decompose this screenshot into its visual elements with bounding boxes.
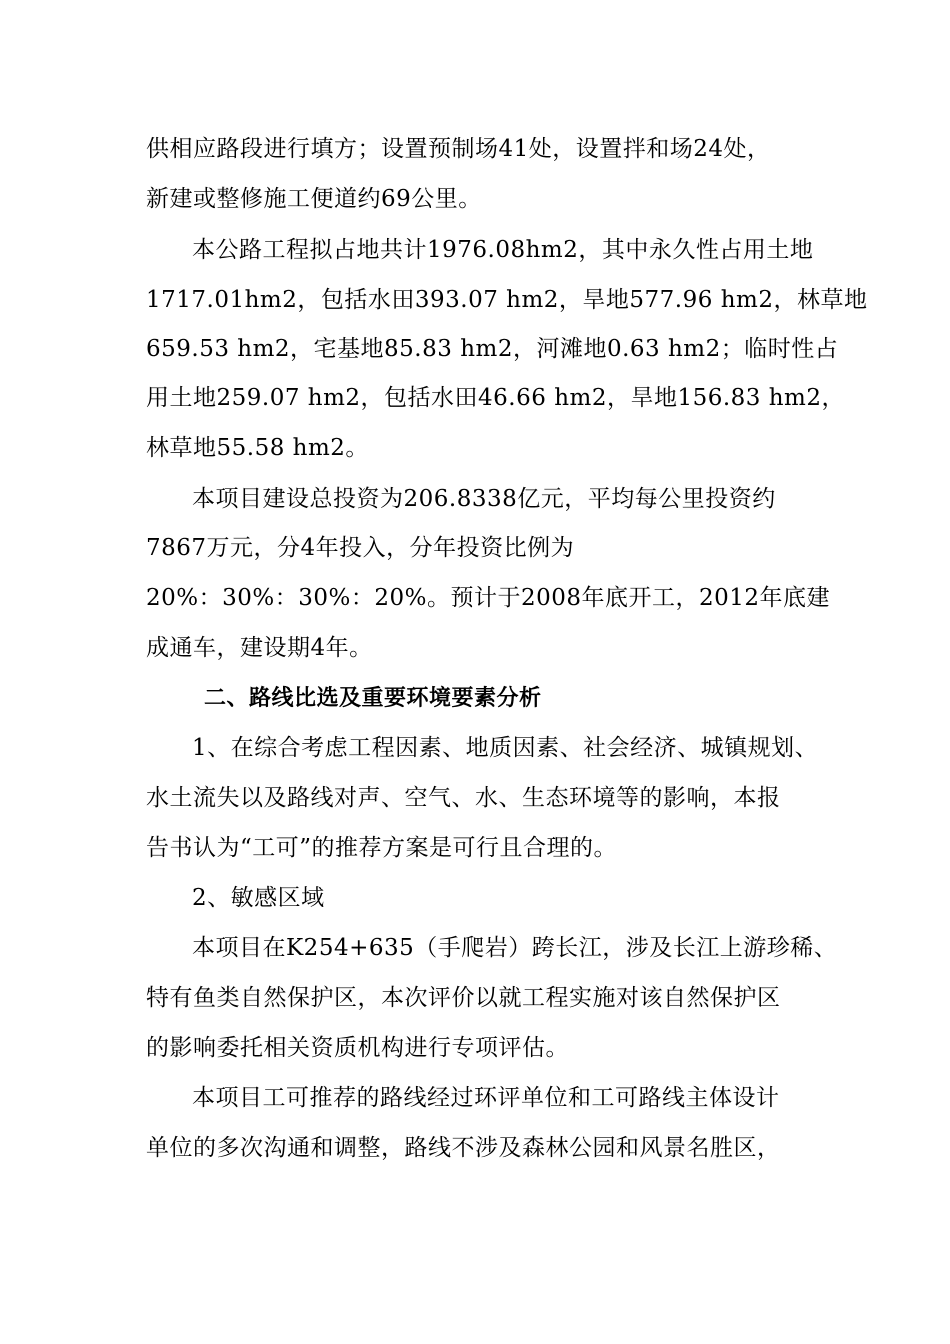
item-1-line-2: 水土流失以及路线对声、空气、水、生态环境等的影响，本报 (146, 785, 781, 811)
text-line-1: 供相应路段进行填方；设置预制场41处，设置拌和场24处， (146, 136, 771, 162)
text-line-2: 新建或整修施工便道约69公里。 (146, 186, 482, 212)
paragraph-investment-line-3: 20%：30%：30%：20%。预计于2008年底开工，2012年底建 (146, 585, 831, 611)
paragraph-land-use-line-5: 林草地55.58 hm2。 (146, 435, 369, 461)
item-1-line-1: 1、在综合考虑工程因素、地质因素、社会经济、城镇规划、 (192, 735, 819, 761)
paragraph-sensitive-line-1: 本项目在K254+635（手爬岩）跨长江，涉及长江上游珍稀、 (192, 935, 838, 961)
paragraph-investment-line-4: 成通车，建设期4年。 (146, 635, 373, 661)
paragraph-sensitive-line-3: 的影响委托相关资质机构进行专项评估。 (146, 1035, 569, 1061)
item-1-line-3: 告书认为“工可”的推荐方案是可行且合理的。 (146, 835, 618, 861)
paragraph-land-use-line-3: 659.53 hm2，宅基地85.83 hm2，河滩地0.63 hm2；临时性占 (146, 336, 839, 362)
paragraph-sensitive-line-2: 特有鱼类自然保护区，本次评价以就工程实施对该自然保护区 (146, 985, 781, 1011)
paragraph-investment-line-1: 本项目建设总投资为206.8338亿元，平均每公里投资约 (192, 486, 776, 512)
paragraph-investment-line-2: 7867万元，分4年投入，分年投资比例为 (146, 535, 575, 561)
item-2-title: 2、敏感区域 (192, 885, 325, 911)
paragraph-land-use-line-2: 1717.01hm2，包括水田393.07 hm2，旱地577.96 hm2，林草地 (146, 287, 868, 313)
paragraph-land-use-line-1: 本公路工程拟占地共计1976.08hm2，其中永久性占用土地 (192, 237, 814, 263)
paragraph-route-line-2: 单位的多次沟通和调整，路线不涉及森林公园和风景名胜区， (146, 1135, 781, 1161)
section-heading: 二、路线比选及重要环境要素分析 (204, 686, 542, 711)
paragraph-land-use-line-4: 用土地259.07 hm2，包括水田46.66 hm2，旱地156.83 hm2， (146, 385, 845, 411)
paragraph-route-line-1: 本项目工可推荐的路线经过环评单位和工可路线主体设计 (192, 1085, 780, 1111)
